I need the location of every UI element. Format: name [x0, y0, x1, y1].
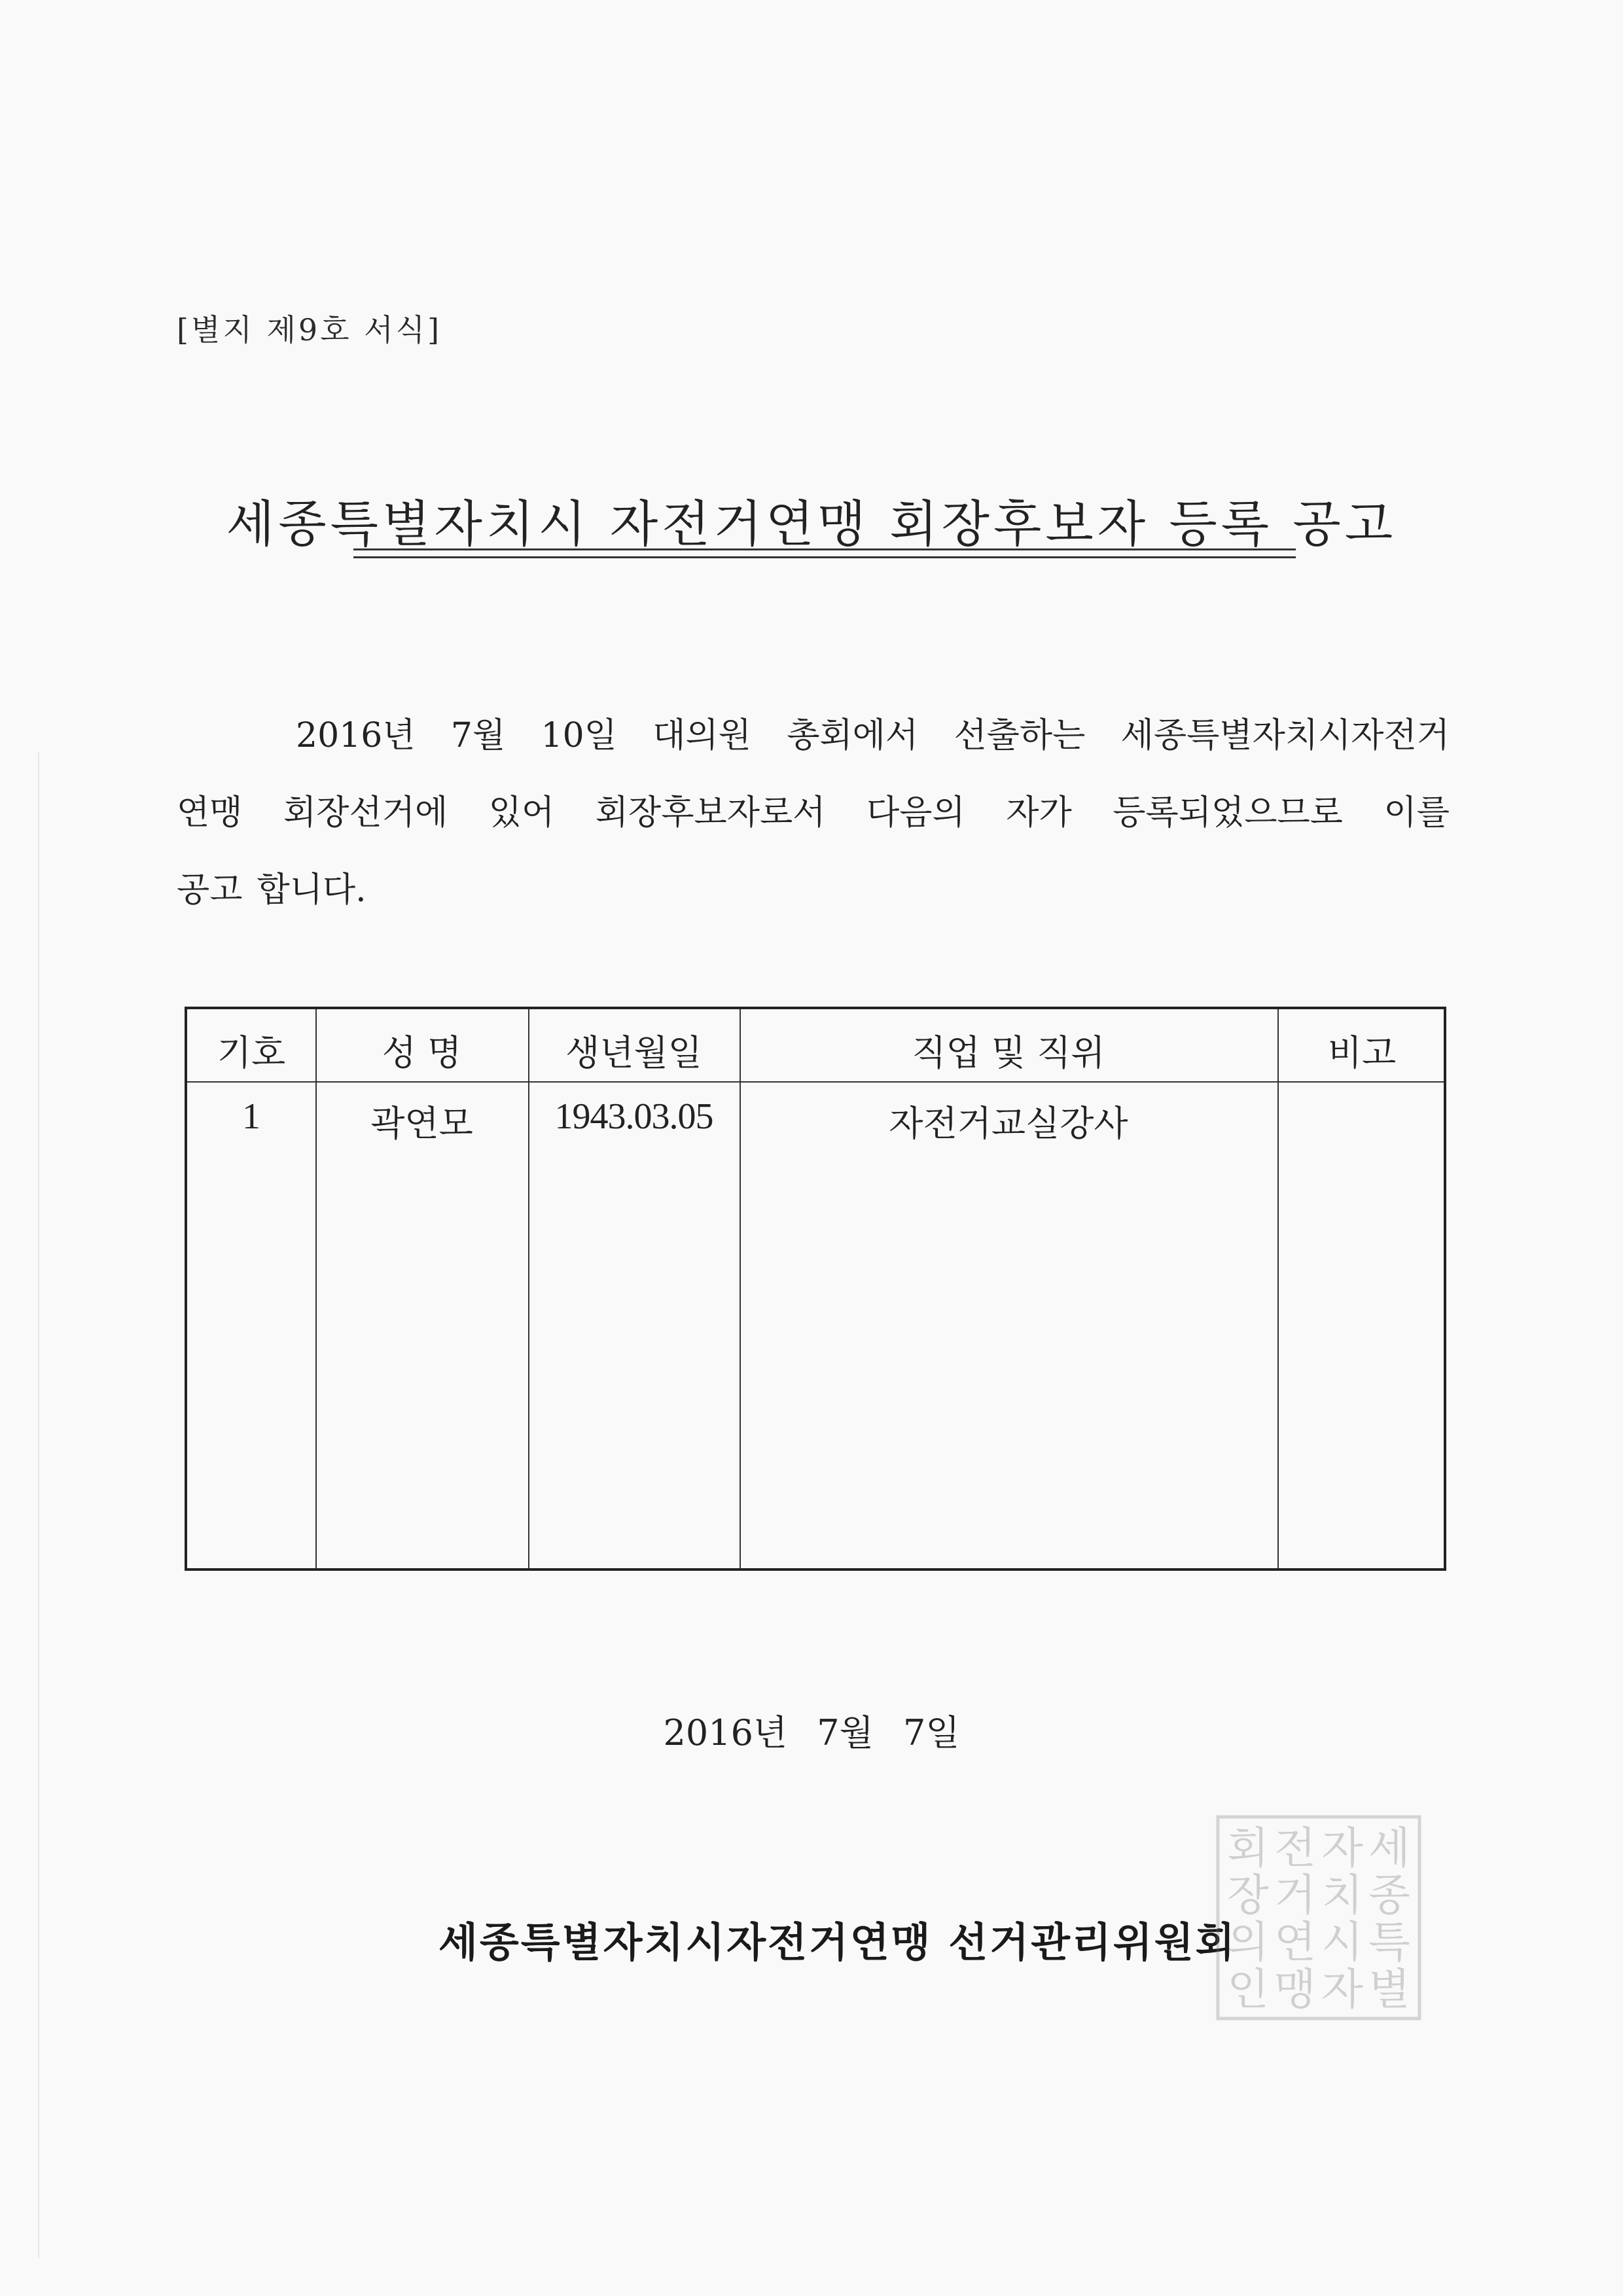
paragraph-word: 선출하는: [954, 716, 1086, 755]
paragraph-line: [177, 774, 1450, 852]
seal-glyph: 특: [1368, 1917, 1410, 1967]
row-name: 곽연모: [370, 1103, 473, 1144]
seal-glyph: 치: [1321, 1870, 1363, 1920]
paragraph-word: 다음의: [866, 793, 965, 833]
announcement-paragraph: [177, 697, 1450, 929]
table-column-divider: [315, 1009, 317, 1568]
seal-glyph: 연: [1274, 1917, 1316, 1967]
paragraph-word: 세종특별자치시자전거: [1120, 716, 1450, 755]
header-number: 기호: [217, 1032, 286, 1073]
seal-glyph: 종: [1368, 1870, 1410, 1920]
seal-glyph: 별: [1368, 1964, 1410, 2015]
date-year: 2016년: [663, 1712, 788, 1753]
paragraph-word: 자가: [1006, 793, 1072, 833]
table-column-divider: [528, 1009, 529, 1568]
date-day: 7일: [902, 1712, 960, 1753]
seal-glyph: 세: [1368, 1823, 1410, 1873]
table-column-divider: [1277, 1009, 1279, 1568]
row-birth-date: 1943.03.05: [554, 1096, 713, 1137]
paragraph-word: 7월: [450, 716, 506, 755]
seal-glyph: 전: [1274, 1823, 1316, 1873]
seal-glyph: 의: [1227, 1917, 1269, 1967]
seal-glyph: 장: [1227, 1870, 1269, 1920]
paragraph-word: 회장선거에: [283, 793, 448, 833]
header-name: 성 명: [382, 1032, 462, 1073]
header-occupation: 직업 및 직위: [912, 1032, 1105, 1073]
paragraph-word: 대의원: [652, 716, 751, 755]
paragraph-line: [177, 697, 1450, 774]
paragraph-word: 합니다.: [257, 870, 366, 910]
committee-name: 세종특별자치시자전거연맹 선거관리위원회: [438, 1918, 1237, 1966]
candidate-table: [185, 1007, 1446, 1571]
paragraph-line: [177, 852, 1450, 929]
paragraph-word: 이를: [1383, 793, 1450, 833]
seal-glyph: 회: [1227, 1823, 1269, 1873]
paragraph-word: 등록되었으므로: [1113, 793, 1343, 833]
row-occupation: 자전거교실강사: [889, 1103, 1128, 1144]
table-column-divider: [740, 1009, 741, 1568]
seal-glyph: 자: [1321, 1823, 1363, 1873]
header-birth-date: 생년월일: [565, 1032, 702, 1073]
paragraph-word: 2016년: [296, 716, 416, 755]
form-label: [별지 제9호 서식]: [177, 312, 442, 348]
paragraph-word: 연맹: [177, 793, 243, 833]
seal-glyph: 거: [1274, 1870, 1316, 1920]
paragraph-word: 있어: [488, 793, 555, 833]
seal-glyph: 맹: [1274, 1964, 1316, 2015]
page-title: 세종특별자치시 자전거연맹 회장후보자 등록 공고: [226, 495, 1397, 553]
seal-glyph: 인: [1227, 1964, 1269, 2015]
paragraph-word: 10일: [541, 716, 617, 755]
paragraph-word: 회장후보자로서: [595, 793, 826, 833]
paragraph-word: 총회에서: [787, 716, 919, 755]
seal-glyph: 시: [1321, 1917, 1363, 1967]
header-note: 비고: [1327, 1032, 1397, 1073]
announcement-date: [0, 1705, 1623, 1755]
title-double-underline: [353, 548, 1296, 558]
scan-margin-mark: [38, 753, 39, 2258]
seal-glyph: 자: [1321, 1964, 1363, 2015]
date-month: 7월: [817, 1712, 874, 1753]
table-header-divider: [187, 1081, 1444, 1083]
official-seal-icon: [1214, 1813, 1423, 2022]
paragraph-word: 공고: [177, 870, 243, 910]
row-number: 1: [242, 1096, 260, 1137]
